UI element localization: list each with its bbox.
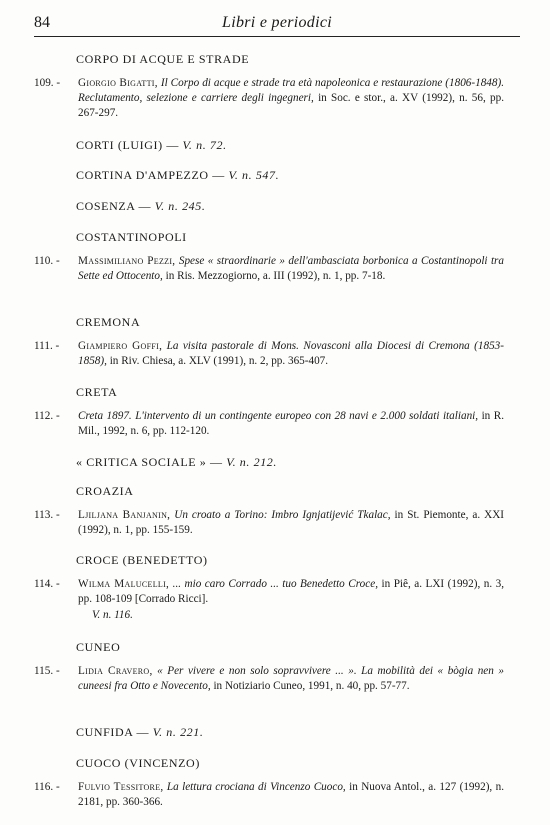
text-entries-6-title: « Per vivere e non solo sopravvivere ... ». La mobilità dei « bògia nen » cuneesi fra Otto e Novecento, [78, 665, 505, 692]
entry-text [78, 254, 504, 284]
text-entries-2-line2_rest: in Riv. Chiesa, a. XLV (1991), n. 2, pp. 365-407. [109, 355, 329, 367]
entry-113 [34, 508, 504, 538]
entry-114 [34, 577, 504, 607]
text-entries-1-author: Massimiliano Pezzi, [78, 255, 176, 267]
text-entries-5-line2_rest: in Piê, a. LXI (1992), n. 3, pp. 108-109 [Corrado Ricci]. [78, 578, 505, 605]
text-headings-0-label: CORPO DI ACQUE E STRADE [76, 52, 250, 66]
text-headings-7-ref: V. n. 212. [226, 455, 278, 469]
heading-corti [76, 138, 227, 153]
heading-critica-sociale [76, 455, 277, 470]
text-entries-3-title: Creta 1897. L'intervento di un contingente europeo con 28 navi e 2.000 soldati italiani, [78, 410, 479, 422]
text-headings-8-label: CROAZIA [76, 484, 134, 498]
heading-creta [76, 385, 117, 400]
text-headings-3-label: COSENZA — [76, 199, 152, 213]
text-headings-3-ref: V. n. 245. [154, 199, 206, 213]
text-entries-4-num: 113. - [34, 509, 60, 521]
text-headings-9-label: CROCE (BENEDETTO) [76, 553, 208, 567]
text-entries-5-title: ... mio caro Corrado ... tuo Benedetto Croce, [172, 578, 378, 590]
text-entries-1-num: 110. - [34, 255, 60, 267]
text-entries-0-num: 109. - [34, 77, 61, 89]
text-entries-0-line2_rest: in Soc. e stor., a. XV (1992), n. 56, pp. 267-297. [78, 92, 504, 119]
text-headings-7-label: « CRITICA SOCIALE » — [76, 455, 223, 469]
text-entries-5-num: 114. - [34, 578, 60, 590]
page-number: 84 [34, 14, 50, 31]
see-also-ref: V. n. 116. [92, 609, 133, 621]
text-entries-0-title: Il Corpo di acque e strade tra età napoleonica e restaurazione [160, 77, 443, 89]
text-entries-6-author: Lidia Cravero, [78, 665, 153, 677]
text-entries-6-num: 115. - [34, 665, 60, 677]
text-entries-2-author: Giampiero Goffi, [78, 340, 163, 352]
entry-109 [34, 76, 504, 121]
text-entries-4-line2_rest: in St. Piemonte, a. XXI (1992), n. 1, pp. 155-159. [78, 509, 505, 536]
text-entries-1-line2_rest: in Ris. Mezzogiorno, a. III (1992), n. 1, pp. 7-18. [165, 270, 386, 282]
text-entries-7-num: 116. - [34, 781, 60, 793]
entry-111 [34, 339, 504, 369]
text-entries-6-line2_rest: in Notiziario Cuneo, 1991, n. 40, pp. 57-77. [213, 680, 410, 692]
text-entries-3-num: 112. - [34, 410, 60, 422]
text-entries-2-title: La visita pastorale di Mons. Novasconi alla Diocesi di Cremona (1853-1858), [78, 340, 505, 367]
text-entries-0-line2_it: (1806-1848). Reclutamento, selezione e carriere degli ingegneri, [78, 77, 505, 104]
heading-cremona [76, 315, 140, 330]
text-entries-3-line2_rest: in R. Mil., 1992, n. 6, pp. 112-120. [78, 410, 505, 437]
entry-116 [34, 780, 504, 810]
text-headings-6-label: CRETA [76, 385, 118, 399]
heading-croazia [76, 484, 134, 499]
heading-cuneo [76, 640, 120, 655]
heading-costantinopoli [76, 230, 187, 245]
text-headings-10-label: CUNEO [76, 640, 121, 654]
text-entries-4-author: Ljiljana Banjanin, [78, 509, 171, 521]
heading-cuoco [76, 756, 200, 771]
entry-text [78, 780, 504, 810]
heading-cosenza [76, 199, 205, 214]
text-entries-7-line2_rest: in Nuova Antol., a. 127 (1992), n. 2181, pp. 360-366. [78, 781, 504, 808]
heading-cortina [76, 168, 279, 183]
heading-corpo [76, 52, 249, 67]
heading-cunfida [76, 725, 203, 740]
text-headings-1-ref: V. n. 72. [182, 138, 227, 152]
heading-croce [76, 553, 208, 568]
entry-115 [34, 664, 504, 694]
text-entries-7-title: La lettura crociana di Vincenzo Cuoco, [166, 781, 346, 793]
entry-text [78, 664, 504, 694]
text-headings-11-ref: V. n. 221. [152, 725, 204, 739]
text-headings-2-ref: V. n. 547. [228, 168, 280, 182]
text-headings-5-label: CREMONA [76, 315, 141, 329]
entry-110 [34, 254, 504, 284]
text-entries-4-title: Un croato a Torino: Imbro Ignjatijević Tkalac, [174, 509, 391, 521]
running-title: Libri e periodici [222, 14, 332, 31]
entry-text [78, 409, 504, 439]
text-entries-0-author: Giorgio Bigatti, [78, 77, 158, 89]
text-entries-2-num: 111. - [34, 340, 60, 352]
page-header [34, 14, 520, 37]
text-entries-1-title: Spese « straordinarie » dell'ambasciata borbonica a Costantinopoli tra Sette ed Ottocento, [78, 255, 505, 282]
entry-text [78, 76, 504, 121]
text-headings-11-label: CUNFIDA — [76, 725, 150, 739]
entry-text [78, 508, 504, 538]
text-headings-2-label: CORTINA D'AMPEZZO — [76, 168, 225, 182]
text-headings-4-label: COSTANTINOPOLI [76, 230, 187, 244]
text-entries-7-author: Fulvio Tessitore, [78, 781, 164, 793]
text-headings-1-label: CORTI (LUIGI) — [76, 138, 179, 152]
entry-text [78, 339, 504, 369]
entry-112 [34, 409, 504, 439]
text-entries-5-author: Wilma Malucelli, [78, 578, 170, 590]
text-headings-12-label: CUOCO (VINCENZO) [76, 756, 200, 770]
entry-text [78, 577, 504, 607]
